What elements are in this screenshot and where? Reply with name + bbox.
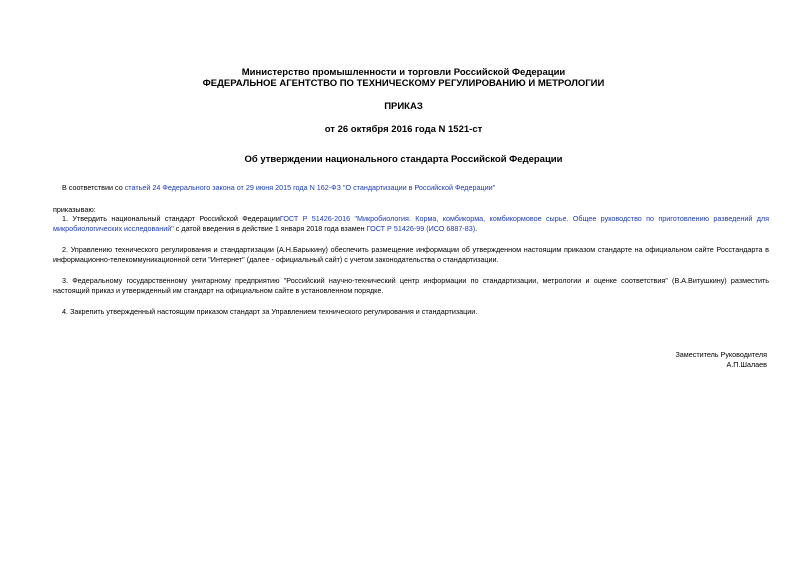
item-1 <box>53 214 769 234</box>
gost-51426-2016-link[interactable]: ГОСТ Р 51426-2016 "Микробиология. Корма, комбикорма, комбикормовое сырье. Общее руководство по приготовлению разведений для микробиологических исследований" <box>53 214 769 233</box>
item-2: 2. Управлению технического регулирования и стандартизации (А.Н.Барыкину) обеспечить размещение информации об утвержденном настоящим приказом стандарте на официальном сайте Росстандарта в информационно-телекоммуникационной сети "Интернет" (далее - официальный сайт) с учетом законодательства о стандартизации. <box>53 245 769 264</box>
gost-51426-99-link[interactable]: ГОСТ Р 51426-99 (ИСО 6887-83) <box>366 224 476 233</box>
signature-position: Заместитель Руководителя <box>675 350 767 359</box>
order-word: приказываю: <box>53 205 96 214</box>
item-4: 4. Закрепить утвержденный настоящим приказом стандарт за Управлением технического регулирования и стандартизации. <box>62 307 478 316</box>
order-date-number: от 26 октября 2016 года N 1521-ст <box>324 124 483 135</box>
federal-law-link[interactable]: статьей 24 Федерального закона от 29 июня 2015 года N 162-ФЗ "О стандартизации в Российской Федерации" <box>124 183 496 192</box>
order-subject: Об утверждении национального стандарта Российской Федерации <box>244 154 563 165</box>
signature-name: А.П.Шалаев <box>726 360 767 369</box>
document-type: ПРИКАЗ <box>384 101 423 112</box>
preamble-text: В соответствии со <box>62 183 125 192</box>
preamble <box>53 183 769 193</box>
item-1-end: . <box>475 224 478 233</box>
item-3: 3. Федеральному государственному унитарному предприятию "Российский научно-технический центр информации по стандартизации, метрологии и оценке соответствия" (В.А.Витушкину) разместить настоящий приказ и утвержденный им стандарт на официальном сайте в установленном порядке. <box>53 276 769 295</box>
item-1-text: 1. Утвердить национальный стандарт Российской Федерации <box>62 214 280 223</box>
agency-title: ФЕДЕРАЛЬНОЕ АГЕНТСТВО ПО ТЕХНИЧЕСКОМУ РЕГУЛИРОВАНИЮ И МЕТРОЛОГИИ <box>202 78 605 89</box>
item-1-middle: с датой введения в действие 1 января 2018 года взамен <box>173 224 367 233</box>
ministry-title: Министерство промышленности и торговли Российской Федерации <box>241 67 566 78</box>
